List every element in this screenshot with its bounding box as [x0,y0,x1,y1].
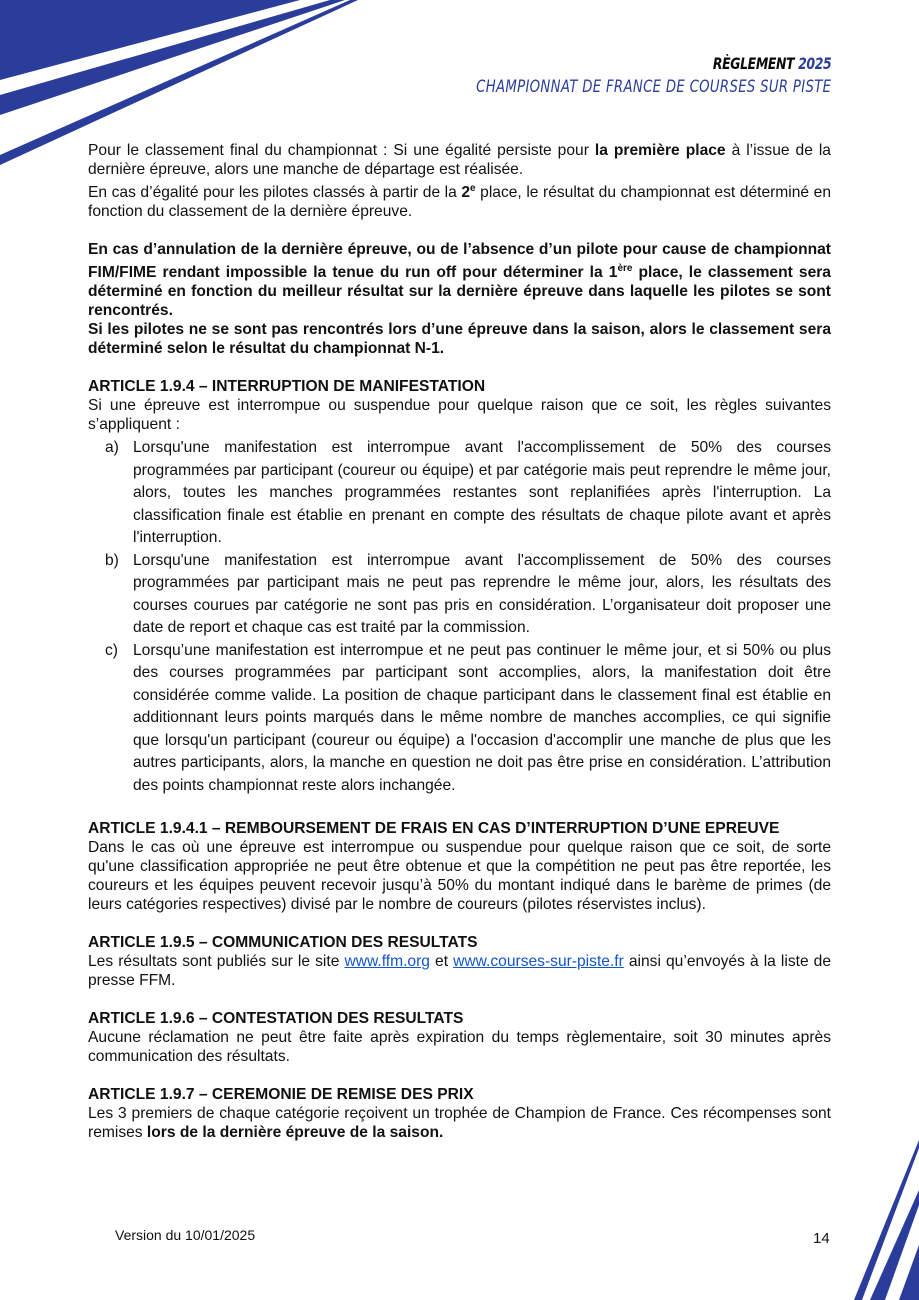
intro-p2-number: 2 [461,184,471,202]
intro-p2-text-c: place, le résultat du championnat est déterminé en fonction du classement de la dernière épreuve. [88,184,832,221]
intro-p2-ordinal [461,184,475,201]
intro-paragraph-4: Si les pilotes ne se sont pas rencontrés lors d’une épreuve dans la saison, alors le classement sera déterminé selon le résultat du championnat N-1. [88,321,831,358]
list-item [88,640,831,798]
header-subtitle: CHAMPIONNAT DE FRANCE DE COURSES SUR PISTE [475,77,831,97]
intro-p1-text-a: Pour le classement final du championnat : Si une égalité persiste pour [88,142,595,159]
intro-paragraph-1 [88,141,831,179]
article-1-9-5-text [88,952,831,990]
article-1-9-6-heading: ARTICLE 1.9.6 – CONTESTATION DES RESULTATS [88,1010,464,1028]
intro-p1-text-c: à l’issue de la dernière épreuve, alors une manche de départage est réalisée. [88,142,831,178]
list-item-marker: b) [105,551,119,569]
list-item [88,437,831,550]
intro-paragraph-2 [88,179,831,221]
intro-p3-text-a: En cas d’annulation de la dernière épreuve, ou de l’absence d’un pilote pour cause de championnat FIM/FIME rendant impossible la tenue du run off pour déterminer la 1 [88,241,831,282]
top-left-blue-band [0,0,300,80]
article-1-9-4-list [88,437,831,797]
intro-paragraph-3 [88,240,831,320]
intro-p3-text-c: place, le classement sera déterminé en fonction du meilleur résultat sur la dernière épreuve dans laquelle les pilotes se sont rencontrés. [88,264,831,320]
page-number: 14 [813,1230,830,1247]
document-header [376,54,831,100]
list-item-text: Lorsqu’une manifestation est interrompue et ne peut pas continuer le même jour, et si 50% ou plus des courses programmées par participant sont accomplies, alors, la manifestation doit être considérée comme valide. La position de chaque participant dans le classement final est établie en additionnant leurs points marqués dans le même nombre de manches accomplies, ce qui signifie que lorsqu'un participant (coureur ou équipe) a l'occasion d'accomplir une manche de plus que les autres participants, alors, la manche en question ne doit pas être prise en considération. L’attribution des points championnat reste alors inchangée. [133,641,831,794]
intro-p1-bold: la première place [594,142,726,159]
article-1-9-5-text-b: et [429,953,454,971]
list-item-text: Lorsqu'une manifestation est interrompue avant l'accomplissement de 50% des courses programmées par participant mais ne peut pas reprendre le même jour, alors, les résultats des courses courues par catégorie ne sont pas pris en considération. L’organisateur doit proposer une date de report et chaque cas est traité par la commission. [133,551,831,637]
article-1-9-6-text: Aucune réclamation ne peut être faite après expiration du temps règlementaire, soit 30 minutes après communication des résultats. [88,1029,831,1066]
header-title-year: 2025 [797,54,831,73]
article-1-9-4-heading: ARTICLE 1.9.4 – INTERRUPTION DE MANIFESTATION [88,378,486,396]
document-body [88,141,831,1142]
courses-sur-piste-website-link[interactable]: www.courses-sur-piste.fr [453,953,624,971]
article-1-9-4-1-heading: ARTICLE 1.9.4.1 – REMBOURSEMENT DE FRAIS EN CAS D’INTERRUPTION D’UNE EPREUVE [88,820,780,838]
intro-p2-text-a: En cas d’égalité pour les pilotes classés à partir de la [88,184,462,202]
footer-version: Version du 10/01/2025 [115,1227,256,1243]
article-1-9-7-text-a: Les 3 premiers de chaque catégorie reçoivent un trophée de Champion de France. Ces récompenses sont remises [88,1105,831,1142]
article-1-9-4-1-text: Dans le cas où une épreuve est interrompue ou suspendue pour quelque raison que ce soit, de sorte qu'une classification appropriée ne peut être obtenue et que la compétition ne peut pas être reportée, les coureurs et les équipes peuvent recevoir jusqu’à 50% du montant indiqué dans le barème de primes (de leurs catégories respectives) divisé par le nombre de coureurs (pilotes réservistes inclus). [88,839,831,914]
bottom-right-blue-band [899,1245,919,1300]
intro-p3-superscript: ère [617,263,633,275]
article-1-9-4-intro: Si une épreuve est interrompue ou suspendue pour quelque raison que ce soit, les règles suivantes s’appliquent : [88,397,831,434]
article-1-9-7-heading: ARTICLE 1.9.7 – CEREMONIE DE REMISE DES PRIX [88,1086,474,1104]
list-item-marker: a) [105,439,119,457]
header-title [476,54,831,74]
list-item-marker: c) [105,641,118,659]
header-title-main: RÈGLEMENT [712,54,794,73]
article-1-9-7-text [88,1104,831,1142]
list-item-text: Lorsqu'une manifestation est interrompue avant l'accomplissement de 50% des courses programmées par participant (coureur ou équipe) et par catégorie mais peut reprendre le même jour, alors, toutes les manches programmées restantes sont replanifiées après l'interruption. La classification finale est établie en prenant en compte des résultats de chaque pilote avant et après l'interruption. [133,439,831,547]
article-1-9-5-text-c: ainsi qu’envoyés à la liste de presse FFM. [88,953,832,990]
article-1-9-7-text-bold: lors de la dernière épreuve de la saison. [146,1124,444,1142]
article-1-9-5-text-a: Les résultats sont publiés sur le site [88,953,345,971]
article-1-9-5-heading: ARTICLE 1.9.5 – COMMUNICATION DES RESULTATS [88,934,478,952]
list-item [88,550,831,640]
ffm-website-link[interactable]: www.ffm.org [344,953,430,971]
intro-p2-superscript: e [470,183,476,194]
